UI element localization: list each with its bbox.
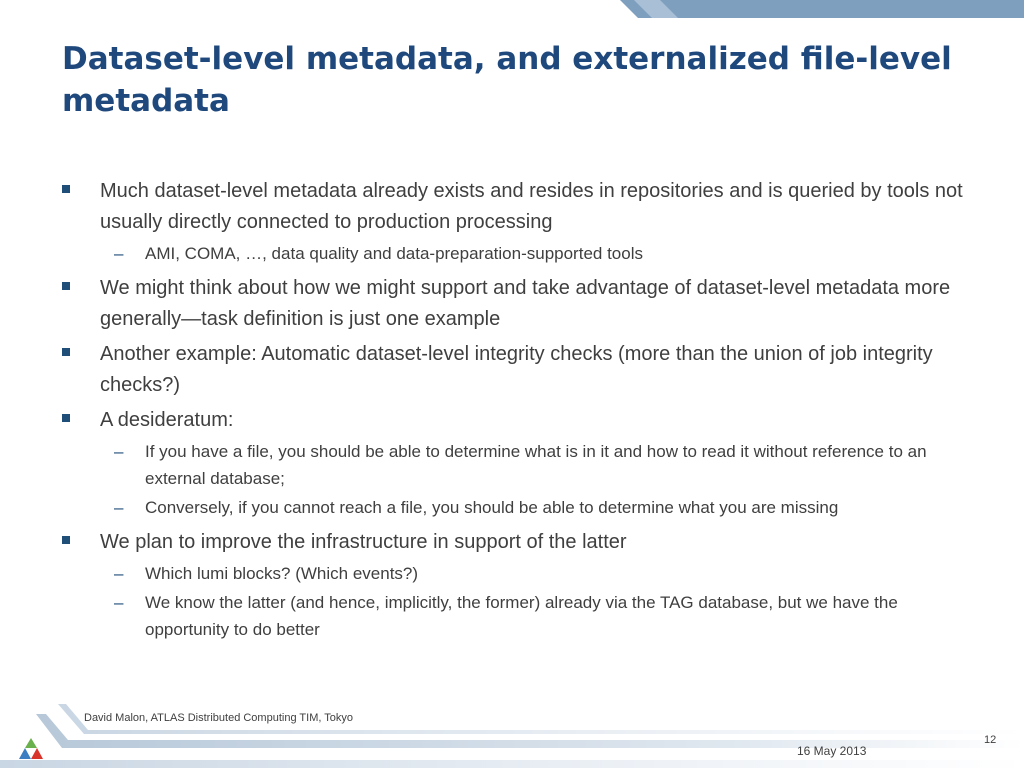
sub-bullet-text: We know the latter (and hence, implicitly, the former) already via the TAG database, but we have the opportunity to do better [145,593,898,639]
argonne-triangle-logo [18,737,44,761]
square-bullet-icon [62,414,70,422]
slide-title: Dataset-level metadata, and externalized file-level metadata [62,41,952,119]
sub-bullet-item [62,589,972,643]
footer-date: 16 May 2013 [797,744,867,758]
bullet-text: A desideratum: [100,409,234,431]
bullet-list [62,176,972,643]
sub-bullet-text: Which lumi blocks? (Which events?) [145,564,419,583]
bullet-item [62,527,972,558]
footer-author-event: David Malon, ATLAS Distributed Computing TIM, Tokyo [84,712,354,724]
dash-bullet-icon: – [114,593,124,612]
square-bullet-icon [62,185,70,193]
sub-bullet-item [62,240,972,267]
bullet-item [62,405,972,436]
page-number: 12 [984,734,997,746]
square-bullet-icon [62,348,70,356]
dash-bullet-icon: – [114,244,124,263]
bullet-item [62,176,972,238]
bullet-text: We plan to improve the infrastructure in support of the latter [100,531,627,553]
square-bullet-icon [62,282,70,290]
sub-bullet-item [62,560,972,587]
top-accent-bar [0,0,1024,18]
sub-bullet-text: Conversely, if you cannot reach a file, you should be able to determine what you are missing [145,498,839,517]
dash-bullet-icon: – [114,564,124,583]
sub-bullet-text: AMI, COMA, …, data quality and data-preparation-supported tools [145,244,643,263]
bullet-text: We might think about how we might support and take advantage of dataset-level metadata more generally—task definition is just one example [100,277,951,330]
dash-bullet-icon: – [114,498,124,517]
dash-bullet-icon: – [114,442,124,461]
sub-bullet-item [62,494,972,521]
sub-bullet-text: If you have a file, you should be able to determine what is in it and how to read it without reference to an external database; [145,442,927,488]
bullet-item [62,273,972,335]
square-bullet-icon [62,536,70,544]
bullet-item [62,339,972,401]
bullet-text: Much dataset-level metadata already exists and resides in repositories and is queried by tools not usually directly connected to production processing [100,180,963,233]
sub-bullet-item [62,438,972,492]
bullet-text: Another example: Automatic dataset-level integrity checks (more than the union of job integrity checks?) [100,343,933,396]
